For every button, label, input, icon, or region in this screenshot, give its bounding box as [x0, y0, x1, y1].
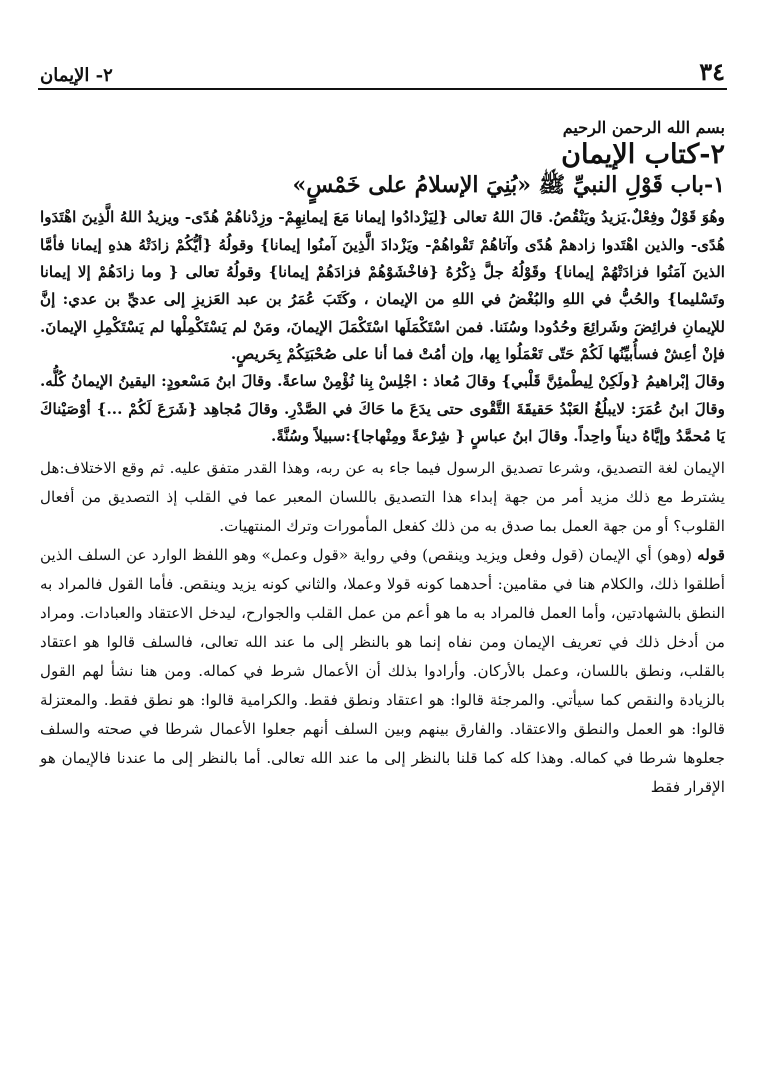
body-text [40, 112, 725, 802]
commentary-paragraph [40, 541, 725, 802]
commentary-text: (وهو) أي الإيمان (قول وفعل ويزيد وينقص) وفي رواية «قول وعمل» وهو اللفظ الوارد عن السلف الذين أطلقوا ذلك، والكلام هنا في مقامين: أحدهما كونه قولا وعملا، والثاني كونه يزيد وينقص. فأما القول فالمراد به النطق بالشهادتين، وأما العمل فالمراد به ما هو أعم من عمل القلب والجوارح، ليدخل الاعتقاد والعبادات. ومراد من أدخل ذلك في تعريف الإيمان ومن نفاه إنما هو بالنظر إلى ما عند الله تعالى، فالسلف قالوا هو اعتقاد بالقلب، ونطق باللسان، وعمل بالأركان. وأرادوا بذلك أن الأعمال شرط في كماله. ومن هنا نشأ لهم القول بالزيادة والنقص كما سيأتي. والمرجئة قالوا: هو اعتقاد ونطق فقط. والكرامية قالوا: هو نطق فقط. والمعتزلة قالوا: هو العمل والنطق والاعتقاد. والفارق بينهم وبين السلف أنهم جعلوا الأعمال شرطا في صحته والسلف جعلوها شرطا في كماله. وهذا كله كما قلنا بالنظر إلى ما عند الله تعالى. أما بالنظر إلى ما عندنا فالإيمان هو الإقرار فقط [40, 546, 725, 797]
basmala: بسم الله الرحمن الرحيم [562, 118, 725, 137]
chapter-label: ٢- الإيمان [40, 65, 113, 86]
header-rule [38, 88, 727, 90]
running-header [40, 56, 725, 86]
matn-paragraph: وهُوَ قَوْلٌ وفِعْلٌ.يَزيدُ ويَنْقُصُ. قالَ اللهُ تعالى {لِيَزْدادُوا إيمانا مَعَ إيمانِهِمْ- وزِدْناهُمْ هُدًى- ويزيدُ اللهُ الَّذِينَ اهْتَدَوا هُدًى- والذين اهْتَدوا زادهمْ هُدًى وآتاهُمْ تَقْواهُمْ- ويَزْدادَ الَّذِينَ آمنُوا إيمانا} وقولُهُ {أيُّكُمْ زادَتْهُ هذهِ إيمانا فأمَّا الذينَ آمَنُوا فزادَتْهُمْ إيمانا} وقَوْلُهُ جلَّ ذِكْرُهُ {فاخْشَوْهُمْ فزادَهُمْ إيمانا} وقولُهُ تعالى { وما زادَهُمْ إلا إيمانا وتَسْليما} والحُبُّ في اللهِ والبُغْضُ في اللهِ من الإيمان ، وكَتَبَ عُمَرُ بن عبد العَزيزِ إلى عديِّ بن عدي: إنَّ للإيمانِ فرائِضَ وشَرائِعَ وحُدُودا وسُنَنا. فمن اسْتَكْمَلَها اسْتَكْمَلَ الإيمانَ، ومَنْ لم يَسْتَكْمِلْها لم يَسْتَكْمِلِ الإيمانَ. فإنْ أعِشْ فسأُبيِّنُها لَكُمْ حَتّى تَعْمَلُوا بِها، وإن أمُتْ فما أنا على صُحْبَتِكُمْ بِحَريصٍ. [40, 208, 725, 363]
chapter-title: ١-باب قَوْلِ النبيِّ ﷺ «بُنِيَ الإسلامُ على خَمْسٍ» [292, 172, 725, 199]
commentary-label: قوله [697, 546, 725, 565]
matn-paragraph: وقالَ إبْراهيمُ {ولَكِنْ لِيطْمئِنَّ قَلْبي} وقالَ مُعاذ : اجْلِسْ بِنا نُؤْمِنْ ساعةً. وقالَ ابنُ مَسْعودٍ: اليقينُ الإيمانُ كُلُّه. وقالَ ابنُ عُمَرَ: لايبلُغُ العَبْدُ حَقيقَةَ التَّقْوى حتى يدَعَ ما حَاكَ في الصَّدْرِ. وقالَ مُجاهِد {شَرَعَ لَكُمْ ...} أوْصَيْناكَ يَا مُحمَّدُ وإيَّاهُ ديناً واحِداً. وقالَ ابنُ عباسٍ { شِرْعةً ومِنْهاجا}:سبيلاً وسُنَّةً. [40, 372, 725, 445]
page-number: ٣٤ [699, 57, 725, 86]
commentary-paragraph [40, 454, 725, 541]
book-title: ٢-كتاب الإيمان [561, 139, 725, 170]
commentary-text: الإيمان لغة التصديق، وشرعا تصديق الرسول فيما جاء به عن ربه، وهذا القدر متفق عليه. ثم وقع الاختلاف:هل يشترط مع ذلك مزيد أمر من جهة إبداء هذا التصديق باللسان المعبر عما في القلب إذ التصديق من أفعال القلوب؟ أو من جهة العمل بما صدق به من ذلك كفعل المأمورات وترك المنتهيات. [40, 459, 725, 536]
